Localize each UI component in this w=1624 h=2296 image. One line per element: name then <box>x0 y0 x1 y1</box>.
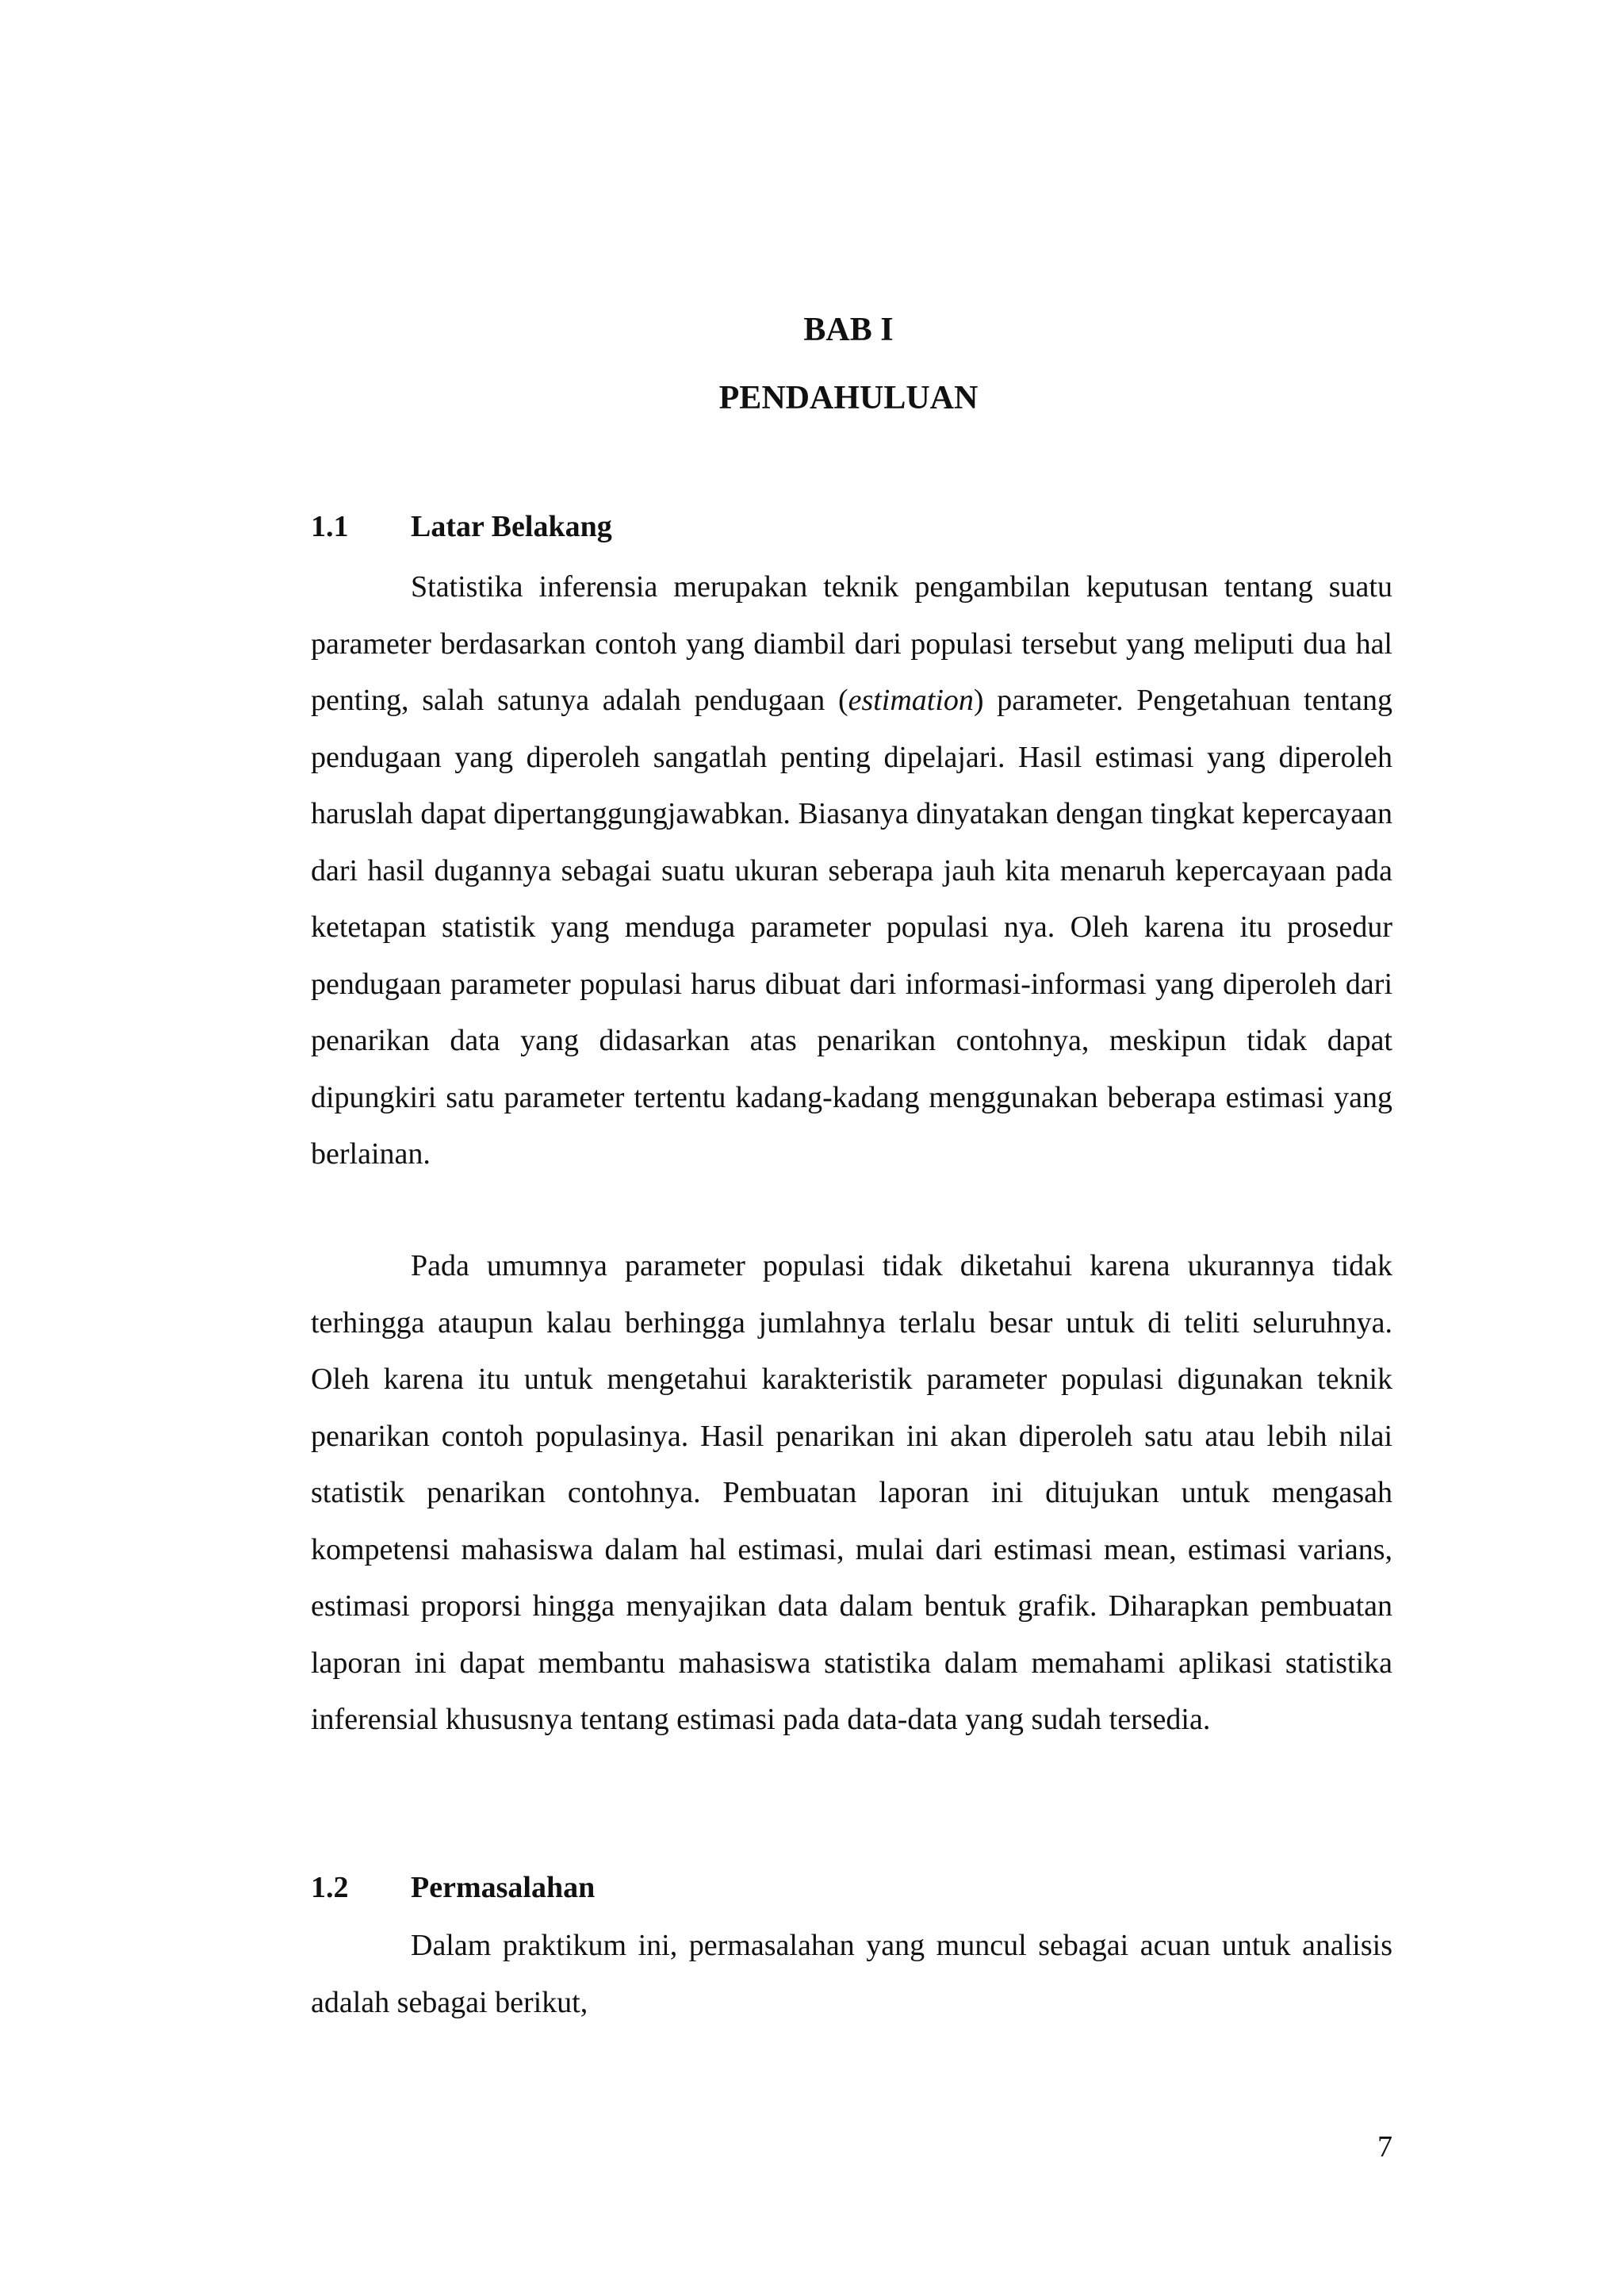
paragraph-latar-belakang-1 <box>311 559 1392 1183</box>
page-number: 7 <box>1377 2130 1392 2164</box>
section-heading-latar-belakang <box>311 509 1392 544</box>
section-number: 1.1 <box>311 510 349 543</box>
section-title: Permasalahan <box>411 1871 596 1904</box>
section-number: 1.2 <box>311 1871 349 1904</box>
paragraph-permasalahan-1: Dalam praktikum ini, permasalahan yang muncul sebagai acuan untuk analisis adalah sebagai berikut, <box>311 1929 1392 2019</box>
paragraph-text: ) parameter. Pengetahuan tentang pendugaan yang diperoleh sangatlah penting dipelajari. Hasil estimasi yang diperoleh haruslah dapat dipertanggungjawabkan. Biasanya dinyatakan dengan tingkat kepercayaan dari hasil dugannya sebagai suatu ukuran seberapa jauh kita menaruh kepercayaan pada ketetapan statistik yang menduga parameter populasi nya. Oleh karena itu prosedur pendugaan parameter populasi harus dibuat dari informasi-informasi yang diperoleh dari penarikan data yang didasarkan atas penarikan contohnya, meskipun tidak dapat dipungkiri satu parameter tertentu kadang-kadang menggunakan beberapa estimasi yang berlainan. <box>311 684 1392 1171</box>
italic-term: estimation <box>848 684 974 717</box>
chapter-title: PENDAHULUAN <box>718 380 979 416</box>
chapter-label: BAB I <box>803 312 894 348</box>
section-title: Latar Belakang <box>411 510 612 543</box>
paragraph-latar-belakang-2: Pada umumnya parameter populasi tidak diketahui karena ukurannya tidak terhingga ataupun kalau berhingga jumlahnya terlalu besar untuk di teliti seluruhnya. Oleh karena itu untuk mengetahui karakteristik parameter populasi digunakan teknik penarikan contoh populasinya. Hasil penarikan ini akan diperoleh satu atau lebih nilai statistik penarikan contohnya. Pembuatan laporan ini ditujukan untuk mengasah kompetensi mahasiswa dalam hal estimasi, mulai dari estimasi mean, estimasi varians, estimasi proporsi hingga menyajikan data dalam bentuk grafik. Diharapkan pembuatan laporan ini dapat membantu mahasiswa statistika dalam memahami aplikasi statistika inferensial khususnya tentang estimasi pada data-data yang sudah tersedia. <box>311 1249 1392 1736</box>
paragraph-text: Statistika inferensia merupakan teknik pengambilan keputusan tentang suatu parameter berdasarkan contoh yang diambil dari populasi tersebut yang meliputi dua hal penting, salah satunya adalah pendugaan ( <box>311 570 1392 717</box>
section-heading-permasalahan <box>311 1870 1392 1905</box>
